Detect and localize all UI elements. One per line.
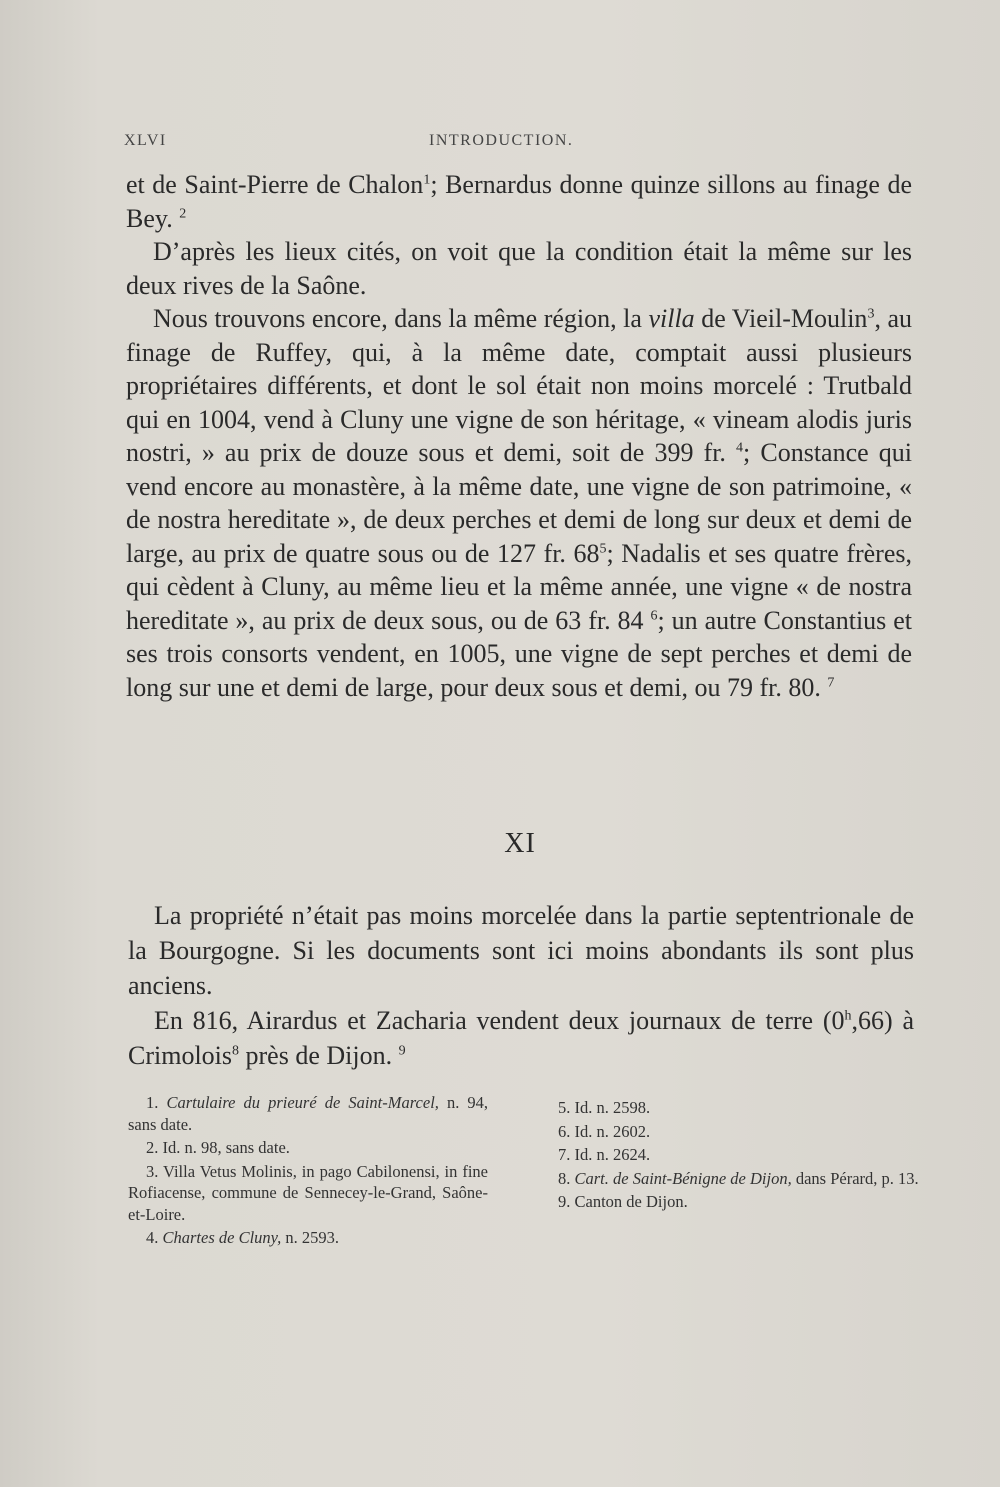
paragraph-1-text-b: ; Bernardus donne quinze sillons au finage de Bey.: [126, 170, 912, 233]
footnote-number: 3.: [146, 1161, 159, 1181]
footnote-4: [128, 1227, 488, 1249]
footnote-5: [540, 1097, 925, 1119]
footnote-ref-4: 4: [736, 440, 744, 456]
paragraph-3: [126, 302, 912, 704]
paragraph-3-text-e: ; Nadalis et ses quatre frères, qui cèdent à Cluny, au même lieu et la même année, une vigne « de nostra hereditate », au prix de deux sous, ou de 63 fr. 84: [126, 538, 913, 635]
footnote-ref-1: 1: [423, 172, 431, 188]
paragraph-3-text-c: , au finage de Ruffey, qui, à la même date, comptait aussi plusieurs propriétaires différents, et dont le sol était non moins morcelé : Trutbald qui en 1004, vend à Cluny une vigne de son héritage, « vineam alodis juris nostri, » au prix de douze sous et demi, soit de 399 fr.: [126, 304, 912, 467]
paragraph-1-text-a: et de Saint-Pierre de Chalon: [126, 170, 424, 199]
footnote-ref-6: 6: [650, 607, 658, 623]
unit-superscript: h: [844, 1008, 852, 1024]
footnote-8: [540, 1168, 925, 1190]
footnote-9: [540, 1191, 925, 1213]
main-text: [126, 168, 912, 704]
footnote-ref-8: 8: [232, 1043, 240, 1059]
footnote-text: Id. n. 2598.: [574, 1098, 651, 1117]
section-text: [128, 898, 914, 1073]
footnote-ref-2: 2: [179, 205, 187, 221]
running-title: INTRODUCTION.: [429, 132, 574, 149]
footnote-text: dans Pérard, p. 13.: [791, 1168, 919, 1188]
footnote-text: Id. n. 2602.: [574, 1121, 651, 1141]
footnote-ref-5: 5: [599, 540, 607, 556]
italic-villa: villa: [648, 304, 695, 333]
section-heading: XI: [504, 828, 536, 859]
footnote-text: Canton de Dijon.: [574, 1192, 688, 1211]
section-paragraph-2-text-a: En 816, Airardus et Zacharia vendent deux journaux de terre (0: [154, 1006, 845, 1035]
footnote-italic: Chartes de Cluny,: [162, 1228, 282, 1247]
footnote-italic: Cartulaire du prieuré de Saint-Marcel,: [166, 1093, 439, 1112]
footnote-number: 7.: [558, 1145, 571, 1164]
footnote-number: 6.: [558, 1121, 571, 1141]
footnotes-right-column: [540, 1097, 925, 1213]
footnote-ref-7: 7: [827, 674, 835, 690]
footnote-text: Id. n. 98, sans date.: [162, 1138, 290, 1157]
footnote-text: Villa Vetus Molinis, in pago Cabilonensi, in fine Rofiacense, commune de Sennecey-le-Grand, Saône-et-Loire.: [128, 1161, 488, 1224]
footnote-number: 8.: [558, 1168, 571, 1188]
paragraph-3-text-b: de Vieil-Moulin: [694, 304, 868, 333]
footnote-text: Id. n. 2624.: [574, 1145, 651, 1164]
footnote-2: [128, 1137, 488, 1159]
footnote-text: n. 2593.: [281, 1228, 339, 1247]
paragraph-1: [126, 168, 912, 235]
footnote-ref-3: 3: [867, 306, 875, 322]
footnote-7: [540, 1144, 925, 1166]
footnote-number: 1.: [146, 1093, 159, 1112]
footnote-number: 2.: [146, 1138, 159, 1157]
footnote-italic: Cart. de Saint-Bénigne de Dijon,: [574, 1168, 792, 1188]
footnote-number: 5.: [558, 1098, 571, 1117]
section-paragraph-2: [128, 1003, 914, 1073]
page-header: [124, 132, 924, 156]
paragraph-3-text-d: ; Constance qui vend encore au monastère, à la même date, une vigne de son patrimoine, « de nostra hereditate », de deux perches et demi de long sur deux et demi de large, au prix de quatre sous ou de 127 fr. 68: [126, 438, 912, 568]
footnote-3: [128, 1161, 488, 1226]
paragraph-2: D’après les lieux cités, on voit que la condition était la même sur les deux rives de la Saône.: [126, 237, 912, 300]
footnote-ref-9: 9: [398, 1043, 406, 1059]
footnote-6: [540, 1121, 925, 1143]
footnote-number: 9.: [558, 1192, 571, 1211]
paragraph-3-text-a: Nous trouvons encore, dans la même région, la: [153, 304, 649, 333]
footnote-text: n. 94, sans date.: [128, 1093, 489, 1134]
footnotes-left-column: [128, 1092, 488, 1249]
section-paragraph-2-text-c: près de Dijon.: [239, 1041, 393, 1070]
footnote-number: 4.: [146, 1228, 159, 1247]
page-folio: XLVI: [124, 132, 167, 149]
section-paragraph-1: La propriété n’était pas moins morcelée dans la partie septentrionale de la Bourgogne. Si les documents sont ici moins abondants ils sont plus anciens.: [128, 901, 914, 1000]
paragraph-3-text-f: ; un autre Constantius et ses trois consorts vendent, en 1005, une vigne de sept perches et demi de long sur une et demi de large, pour deux sous et demi, ou 79 fr. 80.: [126, 605, 912, 702]
section-paragraph-2-text-b: ,66) à Crimolois: [128, 1006, 914, 1070]
footnote-1: [128, 1092, 488, 1135]
